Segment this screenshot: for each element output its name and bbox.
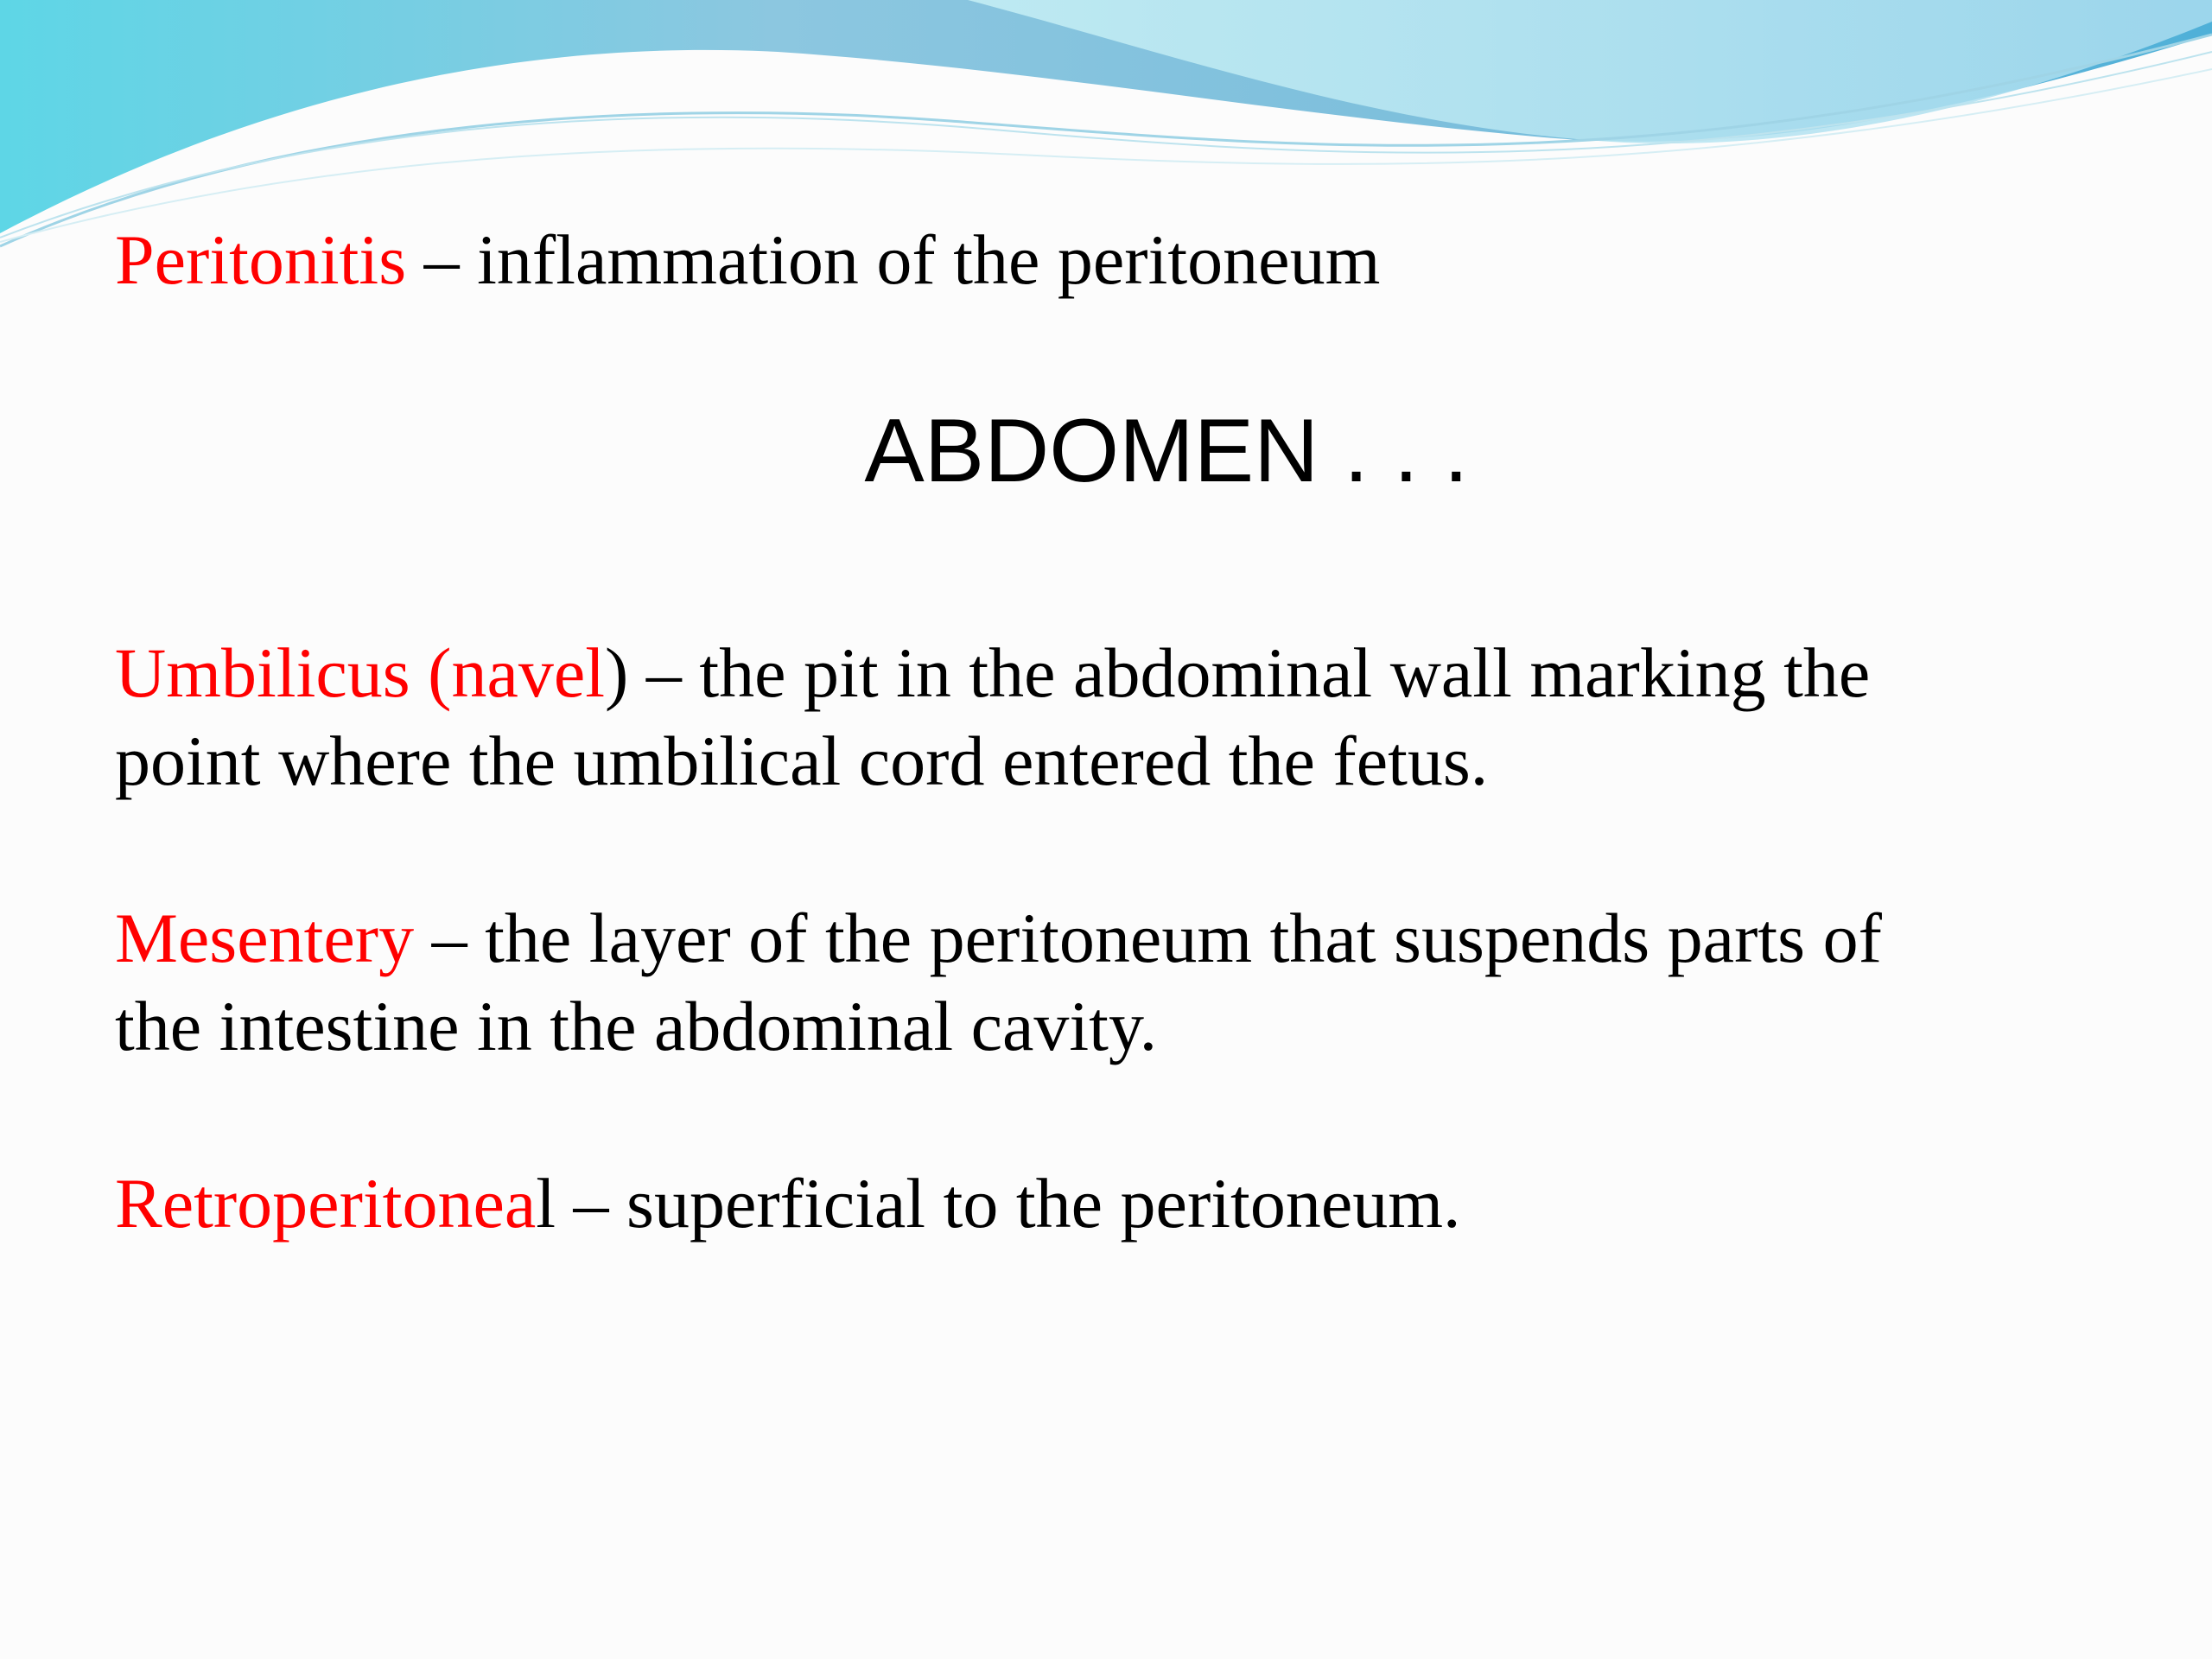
term-umbilicus: Umbilicus (navel <box>115 633 606 712</box>
definition-umbilicus-text: ) – the pit in the abdominal wall marking the <box>605 633 1871 712</box>
term-peritonitis: Peritonitis <box>115 220 407 299</box>
definition-retroperitoneal <box>115 1160 1461 1248</box>
definition-retroperitoneal-text: l – superficial to the peritoneum. <box>536 1164 1461 1243</box>
definition-mesentery-line-2: the intestine in the abdominal cavity. <box>115 987 1158 1065</box>
definition-mesentery-line-1 <box>115 894 1882 982</box>
definition-peritonitis-text: – inflammation of the peritoneum <box>406 220 1381 299</box>
definition-peritonitis <box>115 216 1380 304</box>
term-retroperitoneal: Retroperitonea <box>115 1164 537 1243</box>
definition-umbilicus-line-1 <box>115 629 1870 717</box>
slide-title: ABDOMEN . . . <box>864 401 1469 501</box>
term-mesentery: Mesentery <box>115 899 415 977</box>
definition-umbilicus-line-2: point where the umbilical cord entered the fetus. <box>115 721 1489 800</box>
definition-mesentery-text: – the layer of the peritoneum that suspends parts of <box>414 899 1882 977</box>
